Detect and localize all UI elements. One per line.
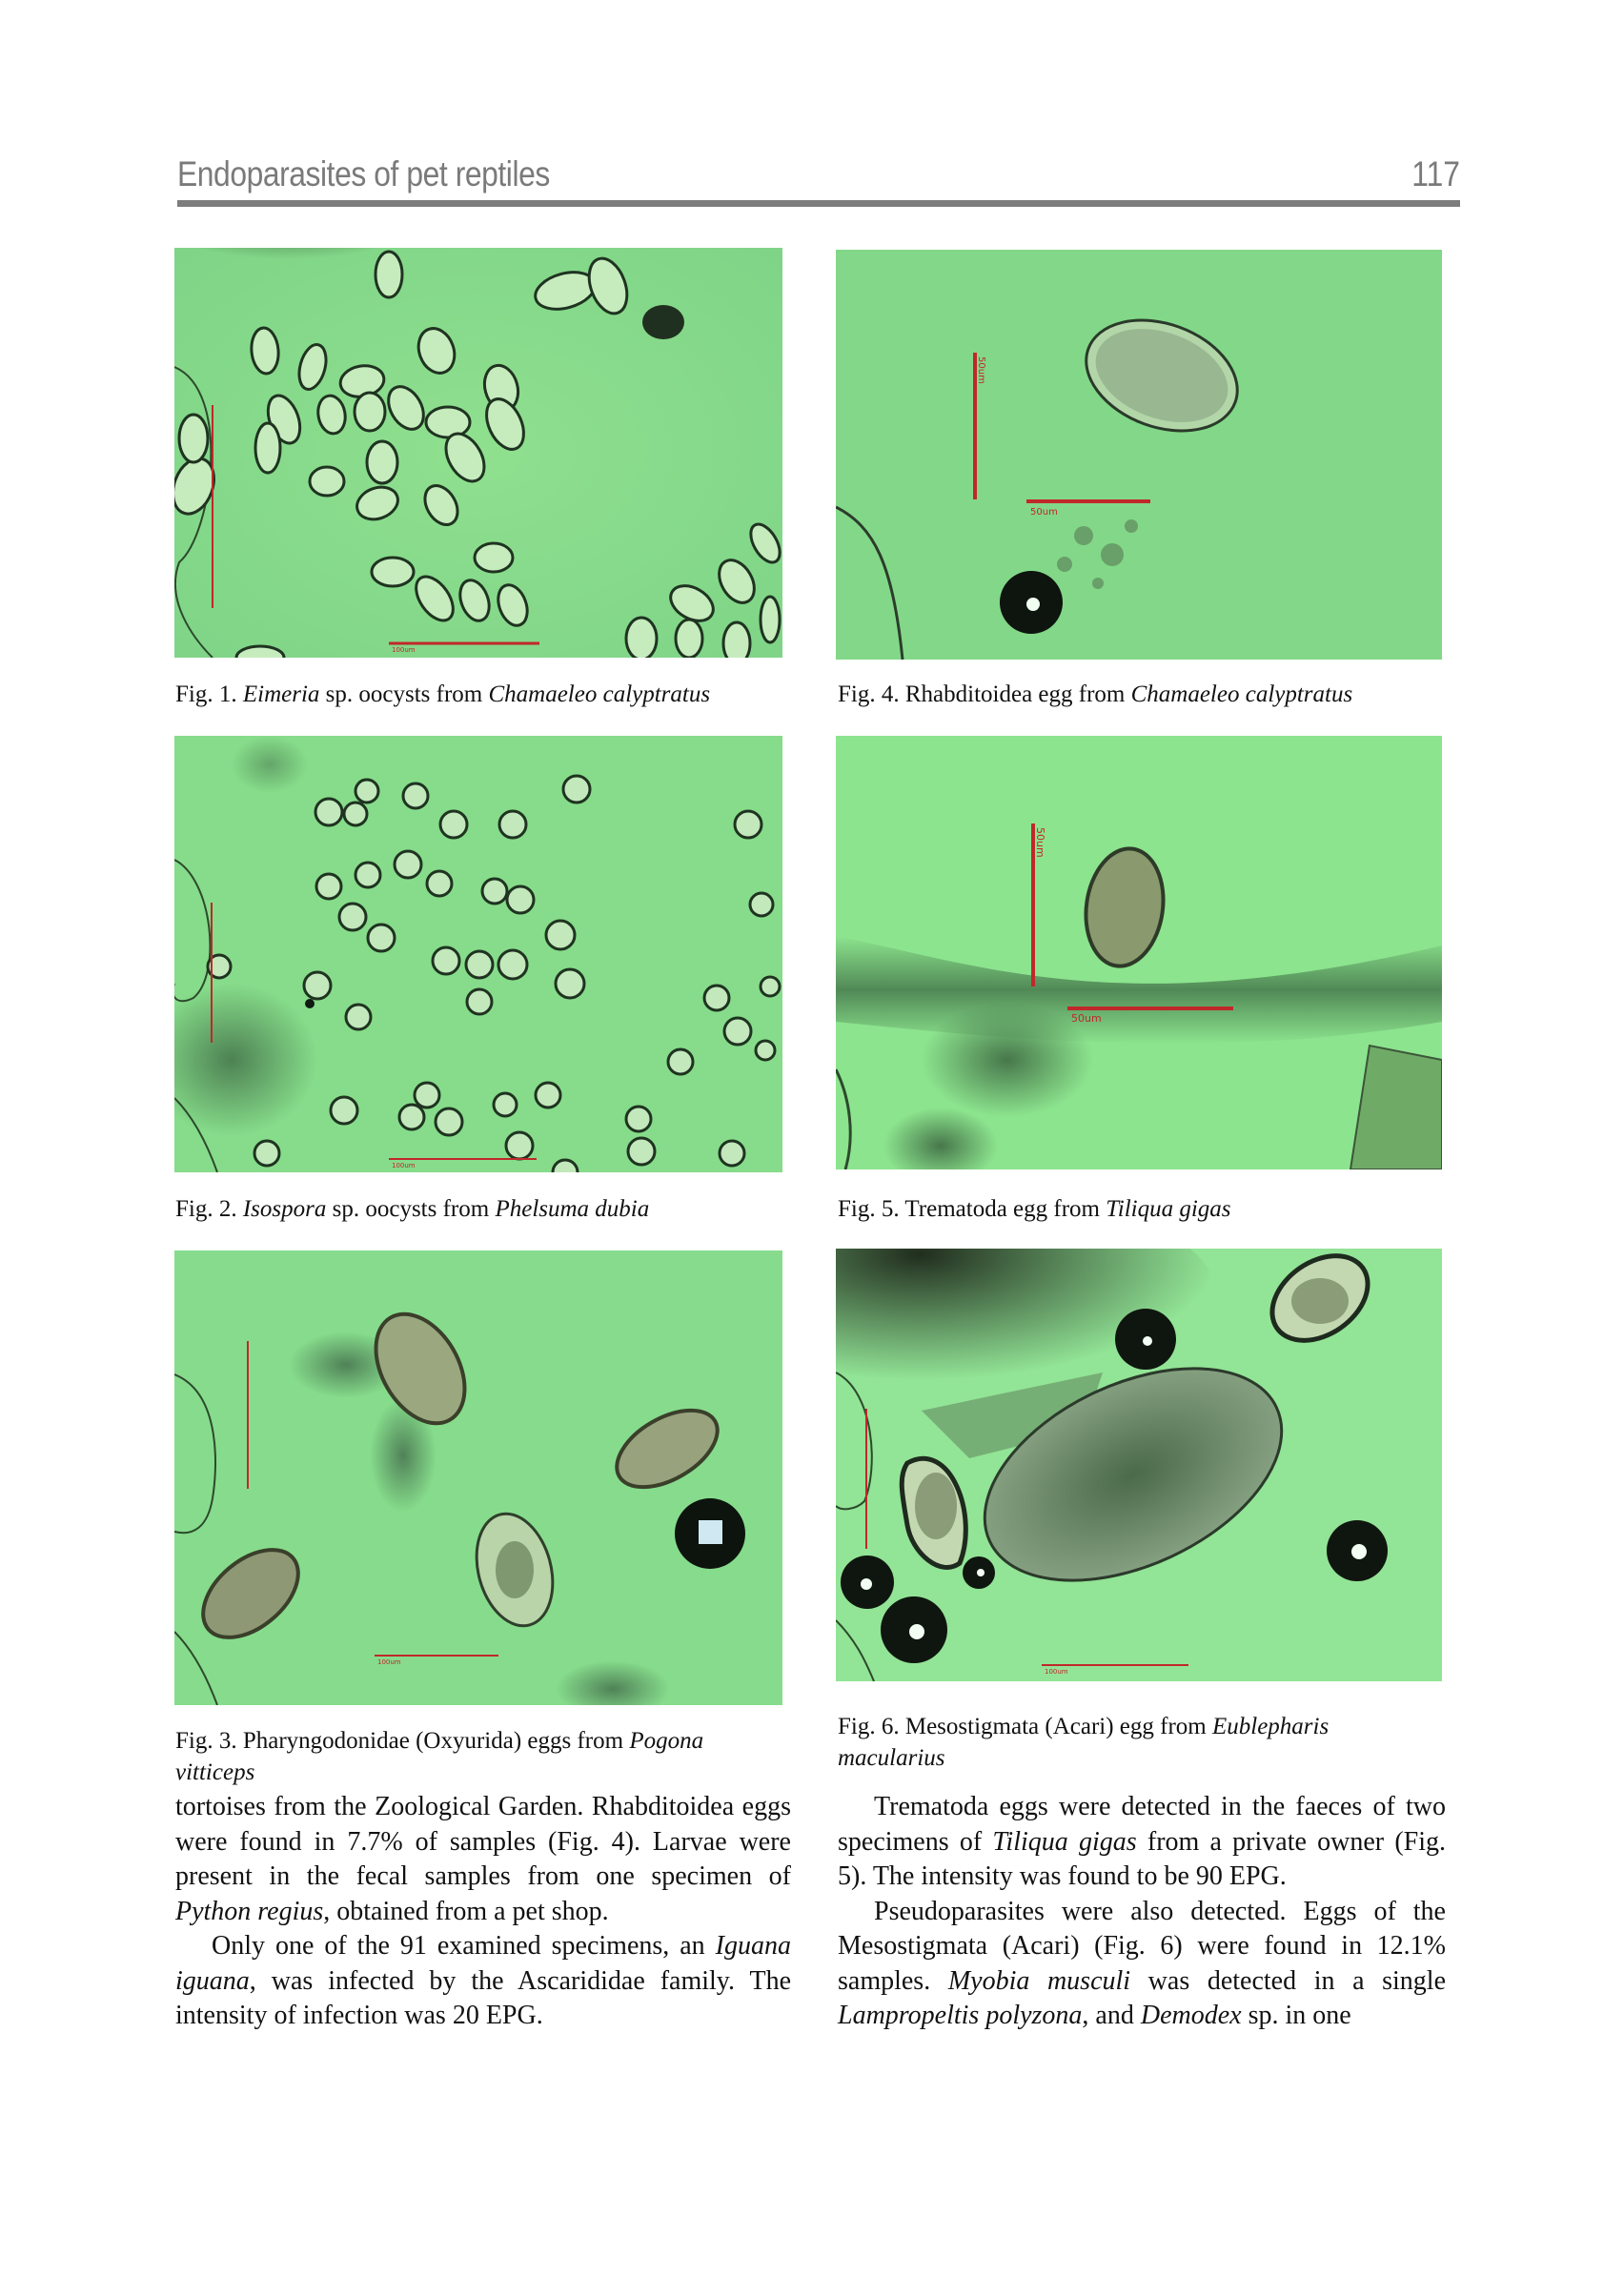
header-rule xyxy=(177,200,1460,207)
fig1-scale-label: 100um xyxy=(392,646,416,654)
figure-1-caption: Fig. 1. Eimeria sp. oocysts from Chamaeleo calyptratus xyxy=(175,681,711,707)
running-header xyxy=(177,152,1460,202)
body-right-column xyxy=(838,1790,1446,2034)
figure-3-caption: Fig. 3. Pharyngodonidae (Oxyurida) eggs from Pogona vitticeps xyxy=(175,1728,704,1785)
svg-text:100um: 100um xyxy=(377,1658,401,1666)
paragraph: Only one of the 91 examined specimens, an Iguana iguana, was infected by the Ascarididae family. The intensity of infection was 20 EPG. xyxy=(175,1931,791,2030)
figure-5-micrograph xyxy=(836,736,1442,1169)
figure-2-micrograph xyxy=(174,736,782,1172)
page-number: 117 xyxy=(1411,154,1460,193)
body-left-column xyxy=(175,1790,791,2034)
figure-1-micrograph xyxy=(174,248,782,658)
figure-6-micrograph xyxy=(836,1249,1442,1681)
paragraph: Pseudoparasites were also detected. Eggs of the Mesostigmata (Acari) (Fig. 6) were found in 12.1% samples. Myobia musculi was detected in a single Lampropeltis polyzona, and Demodex sp. in one xyxy=(838,1896,1446,2030)
figure-2-caption: Fig. 2. Isospora sp. oocysts from Phelsuma dubia xyxy=(175,1196,650,1222)
svg-text:50um: 50um xyxy=(1034,827,1046,858)
svg-text:50um: 50um xyxy=(976,356,986,384)
paragraph: tortoises from the Zoological Garden. Rhabditoidea eggs were found in 7.7% of samples (Fig. 4). Larvae were present in the fecal samples from one specimen of Python regius, obtained from a pet shop. xyxy=(175,1792,791,1926)
svg-text:100um: 100um xyxy=(392,1162,416,1169)
figure-5-caption: Fig. 5. Trematoda egg from Tiliqua gigas xyxy=(838,1196,1231,1222)
svg-text:50um: 50um xyxy=(1071,1012,1102,1025)
figure-4-micrograph xyxy=(836,250,1442,660)
figure-4-caption: Fig. 4. Rhabditoidea egg from Chamaeleo calyptratus xyxy=(838,681,1353,707)
figure-3-micrograph xyxy=(174,1250,782,1705)
figure-6-caption: Fig. 6. Mesostigmata (Acari) egg from Eublepharis macularius xyxy=(838,1714,1330,1771)
svg-text:100um: 100um xyxy=(1045,1668,1068,1676)
paragraph: Trematoda eggs were detected in the faeces of two specimens of Tiliqua gigas from a private owner (Fig. 5). The intensity was found to be 90 EPG. xyxy=(838,1792,1446,1891)
svg-text:50um: 50um xyxy=(1030,507,1058,518)
running-title: Endoparasites of pet reptiles xyxy=(177,154,550,193)
